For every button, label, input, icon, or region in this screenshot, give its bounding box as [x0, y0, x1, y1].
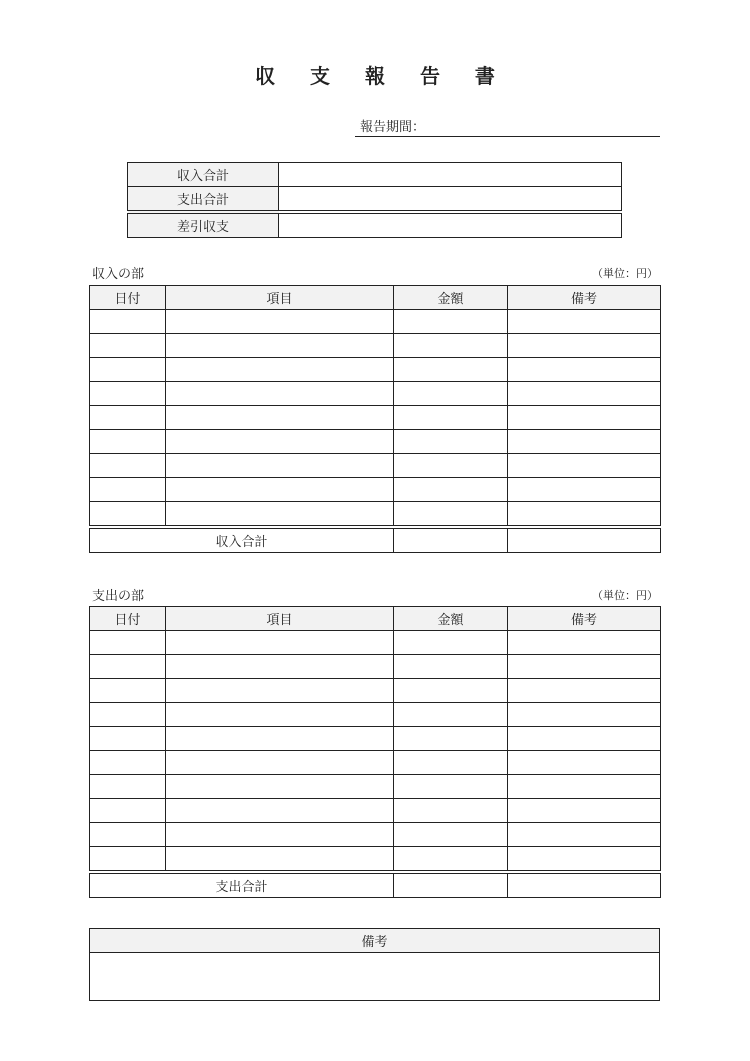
summary-value-balance[interactable] [279, 212, 622, 238]
income-cell-remarks[interactable] [508, 334, 661, 358]
expense-cell-remarks[interactable] [508, 847, 661, 873]
income-cell-remarks[interactable] [508, 454, 661, 478]
expense-cell-remarks[interactable] [508, 703, 661, 727]
expense-cell-amount[interactable] [394, 799, 508, 823]
expense-cell-item[interactable] [166, 631, 394, 655]
expense-cell-amount[interactable] [394, 823, 508, 847]
income-cell-date[interactable] [90, 382, 166, 406]
expense-table-row [90, 847, 661, 873]
expense-cell-amount[interactable] [394, 631, 508, 655]
income-header-date: 日付 [90, 286, 166, 310]
expense-cell-amount[interactable] [394, 727, 508, 751]
expense-header-row [90, 607, 661, 631]
income-header-item: 項目 [166, 286, 394, 310]
expense-cell-amount[interactable] [394, 751, 508, 775]
income-cell-remarks[interactable] [508, 406, 661, 430]
income-header-amount: 金額 [394, 286, 508, 310]
income-header-row [90, 286, 661, 310]
expense-cell-remarks[interactable] [508, 655, 661, 679]
expense-table-row [90, 703, 661, 727]
income-cell-date[interactable] [90, 454, 166, 478]
income-cell-remarks[interactable] [508, 430, 661, 454]
expense-table-row [90, 751, 661, 775]
expense-cell-date[interactable] [90, 775, 166, 799]
expense-cell-item[interactable] [166, 751, 394, 775]
income-total-label: 収入合計 [90, 527, 394, 553]
expense-cell-item[interactable] [166, 655, 394, 679]
summary-label-income: 収入合計 [128, 163, 279, 187]
income-total-remarks[interactable] [508, 527, 661, 553]
expense-cell-item[interactable] [166, 847, 394, 873]
income-total-amount[interactable] [394, 527, 508, 553]
notes-header: 備考 [90, 929, 660, 953]
income-table-row [90, 502, 661, 528]
expense-cell-date[interactable] [90, 631, 166, 655]
income-unit-label: （単位：円） [592, 267, 658, 280]
income-table [89, 285, 661, 553]
expense-cell-amount[interactable] [394, 655, 508, 679]
expense-cell-item[interactable] [166, 727, 394, 751]
expense-cell-remarks[interactable] [508, 631, 661, 655]
income-cell-amount[interactable] [394, 406, 508, 430]
income-cell-amount[interactable] [394, 430, 508, 454]
income-cell-amount[interactable] [394, 310, 508, 334]
expense-cell-date[interactable] [90, 799, 166, 823]
expense-cell-remarks[interactable] [508, 679, 661, 703]
income-cell-item[interactable] [166, 406, 394, 430]
income-header-remarks: 備考 [508, 286, 661, 310]
income-cell-amount[interactable] [394, 334, 508, 358]
expense-cell-remarks[interactable] [508, 775, 661, 799]
expense-total-row [90, 872, 661, 898]
income-cell-date[interactable] [90, 358, 166, 382]
income-cell-date[interactable] [90, 478, 166, 502]
expense-cell-item[interactable] [166, 823, 394, 847]
income-cell-date[interactable] [90, 502, 166, 528]
report-period-field[interactable] [355, 114, 660, 137]
income-cell-remarks[interactable] [508, 478, 661, 502]
expense-cell-date[interactable] [90, 847, 166, 873]
expense-cell-date[interactable] [90, 727, 166, 751]
expense-cell-amount[interactable] [394, 679, 508, 703]
income-cell-amount[interactable] [394, 382, 508, 406]
expense-table [89, 606, 661, 898]
expense-total-amount[interactable] [394, 872, 508, 898]
income-cell-remarks[interactable] [508, 502, 661, 528]
notes-content[interactable] [90, 953, 660, 1001]
income-cell-amount[interactable] [394, 358, 508, 382]
summary-label-expense: 支出合計 [128, 187, 279, 213]
expense-section-label: 支出の部 [92, 589, 145, 604]
income-cell-date[interactable] [90, 430, 166, 454]
notes-header-row [90, 929, 660, 953]
income-table-row [90, 406, 661, 430]
expense-cell-date[interactable] [90, 823, 166, 847]
expense-table-row [90, 727, 661, 751]
expense-cell-item[interactable] [166, 679, 394, 703]
income-cell-amount[interactable] [394, 478, 508, 502]
expense-header-remarks: 備考 [508, 607, 661, 631]
income-cell-remarks[interactable] [508, 310, 661, 334]
expense-total-remarks[interactable] [508, 872, 661, 898]
expense-cell-date[interactable] [90, 751, 166, 775]
expense-cell-item[interactable] [166, 775, 394, 799]
document-title: 収 支 報 告 書 [255, 64, 509, 88]
income-cell-date[interactable] [90, 334, 166, 358]
expense-cell-amount[interactable] [394, 847, 508, 873]
summary-row-balance [128, 212, 622, 238]
report-period-label: 報告期間： [360, 120, 426, 135]
summary-row-income [128, 163, 622, 187]
expense-cell-item[interactable] [166, 703, 394, 727]
expense-header-item: 項目 [166, 607, 394, 631]
income-total-row [90, 527, 661, 553]
income-cell-item[interactable] [166, 454, 394, 478]
expense-total-label: 支出合計 [90, 872, 394, 898]
expense-cell-item[interactable] [166, 799, 394, 823]
income-table-row [90, 478, 661, 502]
income-table-row [90, 334, 661, 358]
expense-table-row [90, 823, 661, 847]
income-table-row [90, 382, 661, 406]
expense-cell-remarks[interactable] [508, 727, 661, 751]
expense-table-row [90, 655, 661, 679]
income-cell-item[interactable] [166, 310, 394, 334]
expense-cell-amount[interactable] [394, 703, 508, 727]
income-cell-remarks[interactable] [508, 358, 661, 382]
expense-header-amount: 金額 [394, 607, 508, 631]
income-table-row [90, 430, 661, 454]
income-cell-item[interactable] [166, 430, 394, 454]
income-table-row [90, 358, 661, 382]
expense-table-row [90, 775, 661, 799]
notes-content-row [90, 953, 660, 1001]
expense-cell-date[interactable] [90, 679, 166, 703]
expense-cell-date[interactable] [90, 703, 166, 727]
income-cell-amount[interactable] [394, 502, 508, 528]
expense-unit-label: （単位：円） [592, 589, 658, 602]
income-cell-item[interactable] [166, 478, 394, 502]
income-section-label: 収入の部 [92, 267, 145, 282]
expense-cell-remarks[interactable] [508, 823, 661, 847]
summary-label-balance: 差引収支 [128, 212, 279, 238]
income-cell-item[interactable] [166, 334, 394, 358]
expense-cell-remarks[interactable] [508, 751, 661, 775]
income-cell-item[interactable] [166, 358, 394, 382]
income-cell-item[interactable] [166, 382, 394, 406]
expense-cell-amount[interactable] [394, 775, 508, 799]
income-table-row [90, 454, 661, 478]
income-cell-item[interactable] [166, 502, 394, 528]
expense-header-date: 日付 [90, 607, 166, 631]
expense-table-row [90, 799, 661, 823]
expense-table-row [90, 679, 661, 703]
income-cell-date[interactable] [90, 310, 166, 334]
expense-cell-remarks[interactable] [508, 799, 661, 823]
expense-table-row [90, 631, 661, 655]
notes-table [89, 928, 660, 1001]
income-table-row [90, 310, 661, 334]
summary-value-income[interactable] [279, 163, 622, 187]
income-cell-amount[interactable] [394, 454, 508, 478]
expense-cell-date[interactable] [90, 655, 166, 679]
income-cell-date[interactable] [90, 406, 166, 430]
income-cell-remarks[interactable] [508, 382, 661, 406]
summary-row-expense [128, 187, 622, 213]
summary-value-expense[interactable] [279, 187, 622, 213]
summary-table [127, 162, 622, 238]
